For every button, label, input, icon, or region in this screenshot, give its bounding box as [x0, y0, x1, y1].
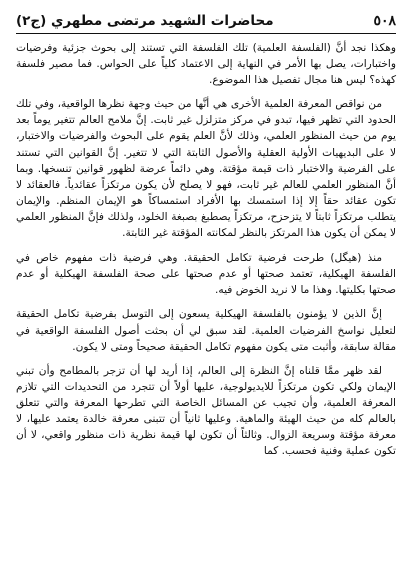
page-number: ٥٠٨: [373, 13, 396, 29]
body-text: [16, 40, 396, 459]
running-title: محاضرات الشهيد مرتضى مطهري (ج٢): [16, 13, 274, 29]
header-rule: [16, 33, 396, 34]
paragraph-4: إنَّ الذين لا يؤمنون بالفلسفة الهيكلية يسعون إلى التوسل بفرضية تكامل الحقيقة لتعليل نواسخ الفرضيات العلمية. لقد سبق لي أن بحثت أصول الفلسفة الواقعية في مقالة سابقة، وأثبت متى يكون مفهوم تكامل الحقيقة صحيحاً ومتى لا يكون.: [16, 308, 396, 353]
paragraph-2: من نواقص المعرفة العلمية الأخرى هي أنَّها من حيث وجهة نظرها الواقعية، وفي تلك الحدود التي تظهر فيها، تبدو في مركز متزلزل غير ثابت. إنَّ ملامح العالم تتغير يوماً بعد يوم من حيث المنظور العلمي، وذلك لأنَّ العلم يقوم على البحوث والفرضيات والاختبار، لا على البديهيات الأولية العقلية والأصول الثابتة التي لا تتغير. إنَّ القوانين التي تستند على الفرضية والاختبار ذات قيمة مؤقتة. وهي دائماً عرضة لظهور قوانين تنسخها. وبما أنَّ المنظور العلمي للعالم غير ثابت، فهو لا يصلح لأن يكون مرتكزاً عقائدياً. فالعقائد لا تكون عقائد حقاً إلا إذا استمسك بها الأفراد استمساكاً هو الإيمان المنظم. والإيمان يتطلب مرتكزاً ثابتاً لا يتزحزح، مرتكزاً يصطبغ بصبغة الخلود، ولذلك فإنَّ المنظور العلمي لا يمكن أن يكون هذا المرتكز بالنظر لمكانته المؤقتة غير الثابتة.: [16, 98, 396, 240]
paragraph-3: منذ (هيگل) طرحت فرضية تكامل الحقيقة. وهي فرضية ذات مفهوم خاص في الفلسفة الهيكلية، تعتمد صحتها أو عدم صحتها على صحة الفلسفة الهيكلية أو عدم صحتها بكليتها. وهذا ما لا نريد الخوض فيه.: [16, 252, 396, 297]
paragraph-1: وهكذا نجد أنَّ (الفلسفة العلمية) تلك الفلسفة التي تستند إلى بحوث جزئية وفرضيات واختبارات، يصل بها الأمر في النهاية إلى الاعتماد كلياً على الحواس. فما مصير فلسفة كهذه؟ ليس هنا مجال تفصيل هذا الموضوع.: [16, 42, 396, 87]
paragraph-5: لقد ظهر ممَّا قلناه إنَّ النظرة إلى العالم، إذا أريد لها أن تزجر بالمطامح وأن تبني الإيمان ولكي تكون مرتكزاً للايديولوجية، عليها أولاً أن تتجرد من التحديدات التي تلازم المعرفة العلمية، وأن تجيب عن المسائل الخاصة التي تطرحها المعرفة والتي تتعلق بالعالم كله من حيث الهيئة والماهية. وعليها ثانياً أن تتبنى معرفة خالدة يعتمد عليها، لا معرفة مؤقتة وسريعة الزوال. وثالثاً أن تكون لها قيمة نظرية ذات منظور واقعي، لا أن تكون عملية وفنية فحسب. كما: [16, 364, 396, 458]
running-header: [16, 10, 396, 32]
